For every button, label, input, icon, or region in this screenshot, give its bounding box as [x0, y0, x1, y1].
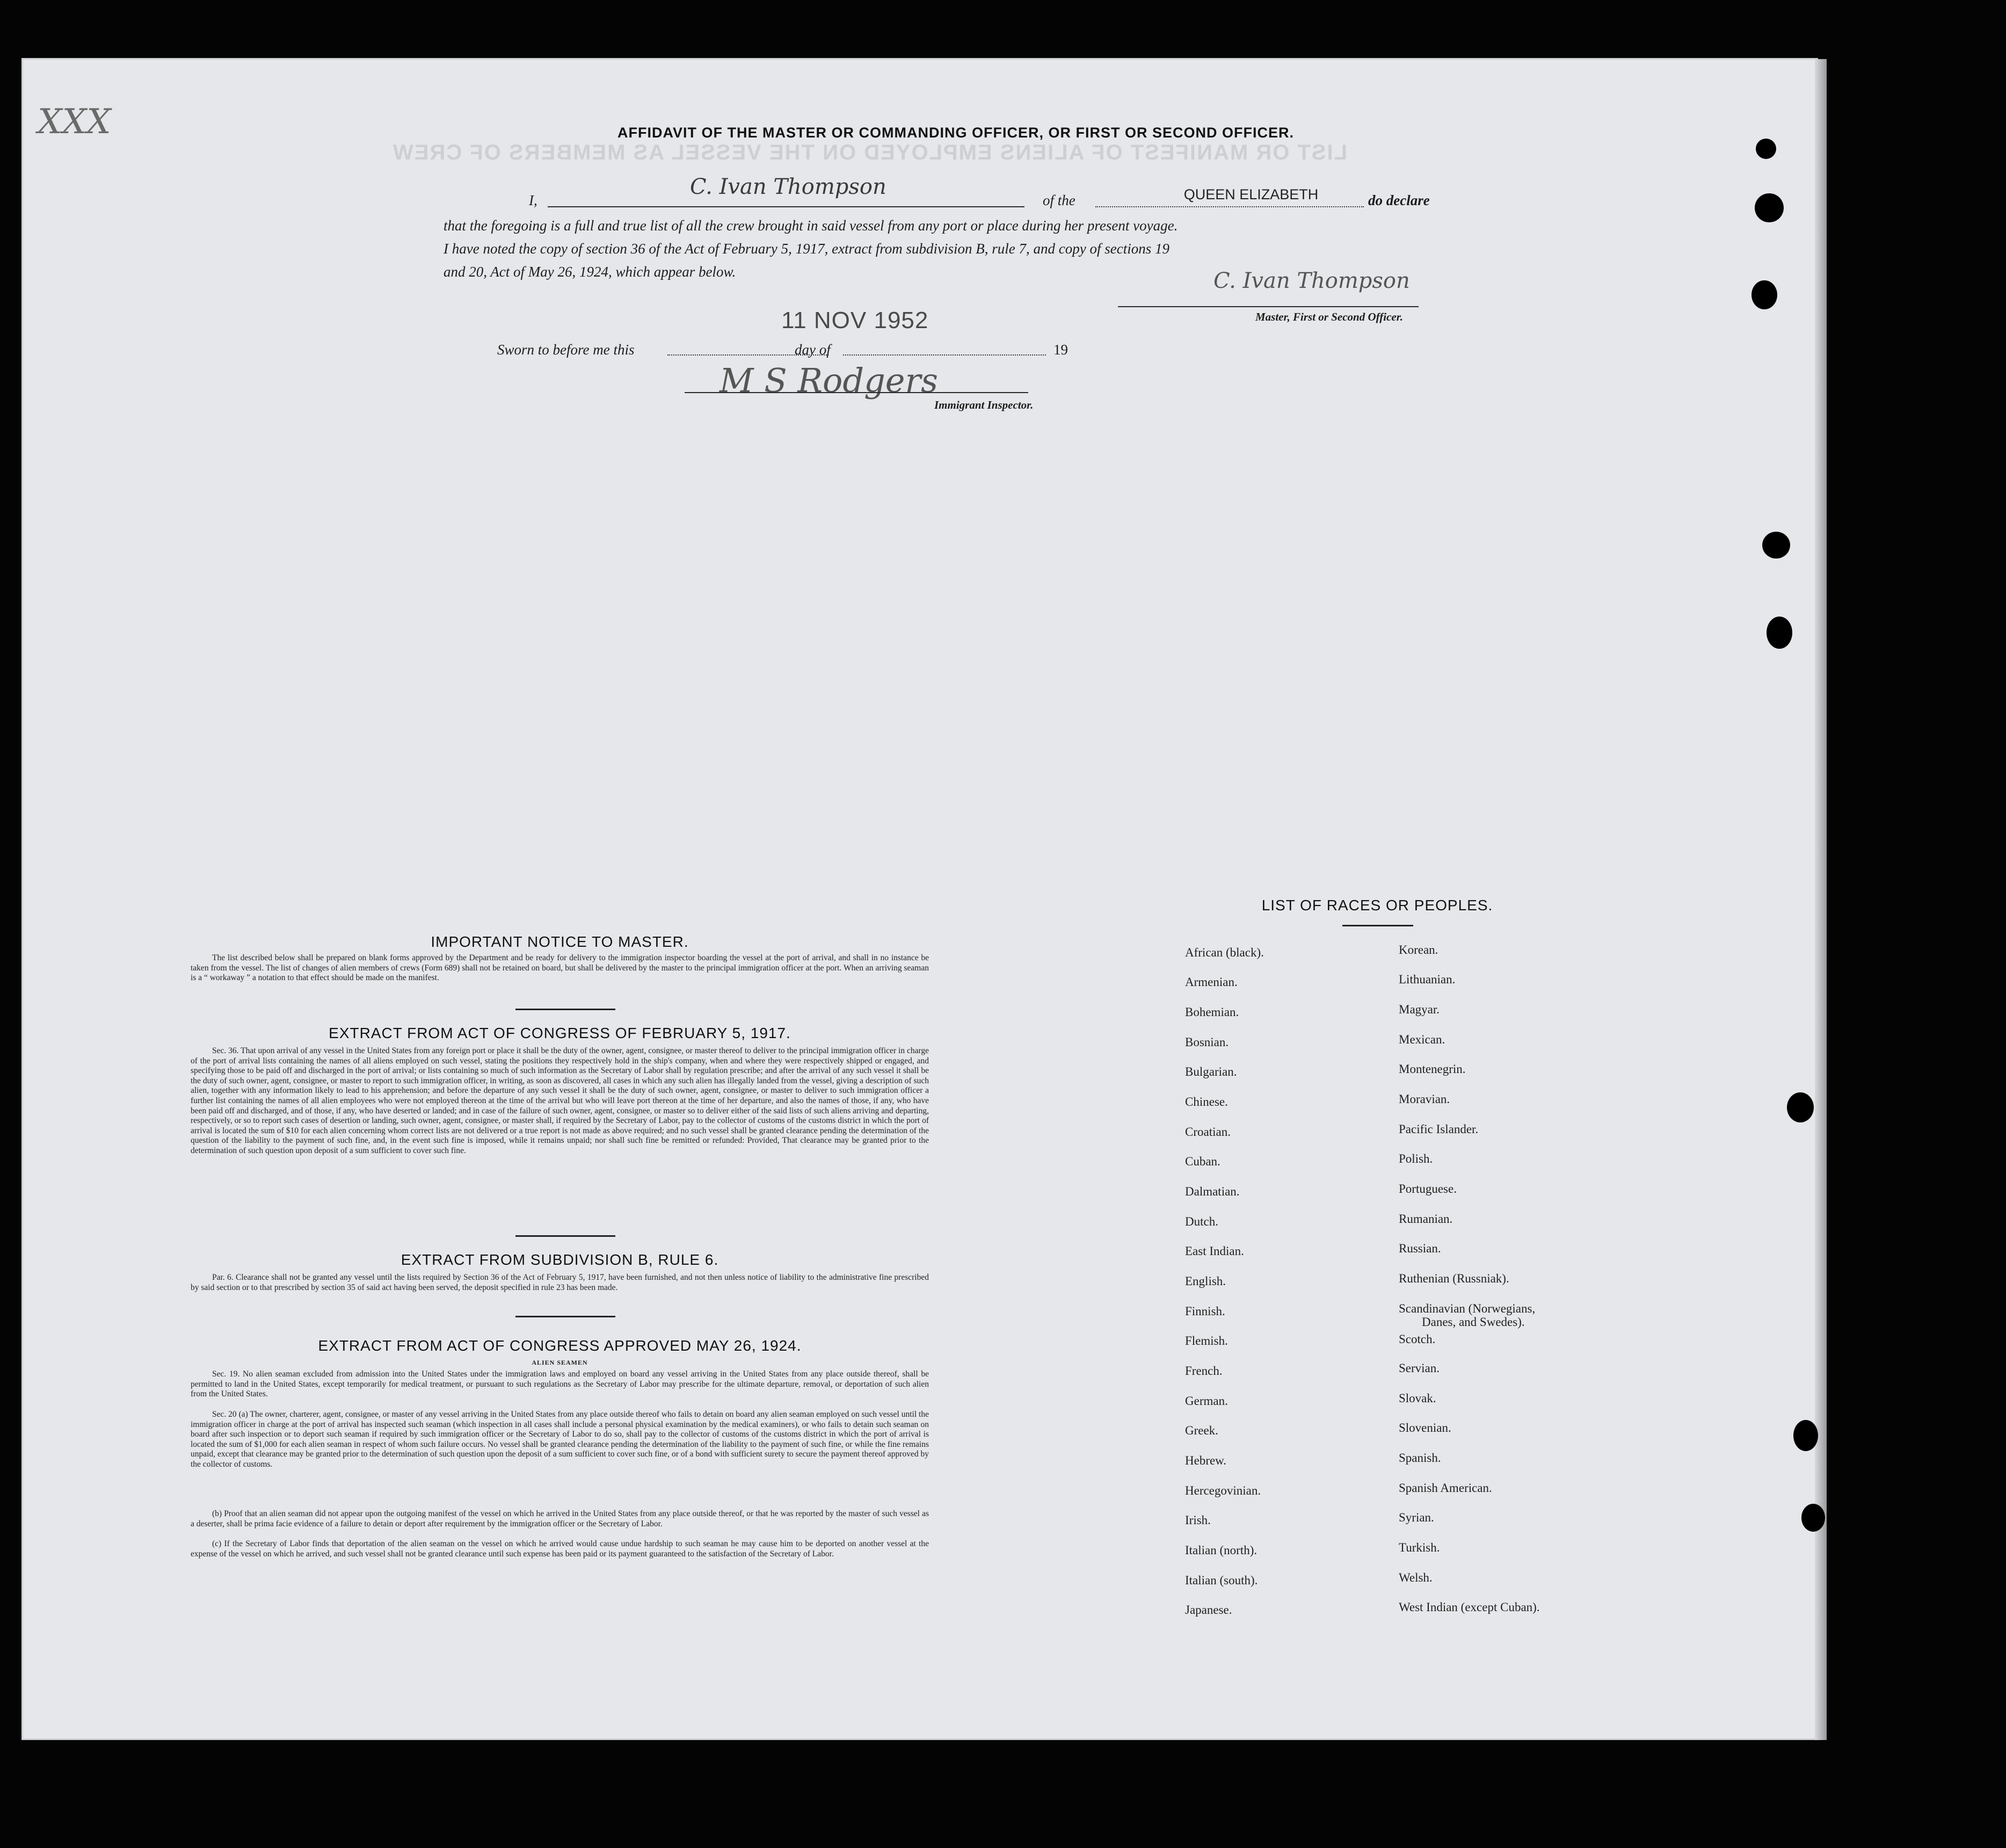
race-right: Russian.: [1399, 1242, 1441, 1255]
signer-line: [548, 206, 1024, 207]
punch-hole: [1755, 193, 1784, 222]
affidavit-line-2: that the foregoing is a full and true list of all the crew brought in said vessel from any port or place during her present voyage.: [444, 218, 1178, 234]
race-left: Flemish.: [1185, 1334, 1228, 1347]
master-signature: C. Ivan Thompson: [1213, 269, 1410, 293]
race-left: Croatian.: [1185, 1125, 1231, 1139]
extract-1917-title: EXTRACT FROM ACT OF CONGRESS OF FEBRUARY 5, 1917.: [329, 1025, 791, 1041]
punch-hole: [1767, 617, 1792, 649]
punch-hole: [1762, 532, 1790, 559]
race-right: Welsh.: [1399, 1571, 1433, 1584]
punch-hole: [1756, 139, 1776, 159]
race-left: Cuban.: [1185, 1155, 1220, 1168]
race-right: Slovak.: [1399, 1392, 1436, 1405]
races-title: LIST OF RACES OR PEOPLES.: [1261, 897, 1493, 914]
sec20b-text: (b) Proof that an alien seaman did not appear upon the outgoing manifest of the vessel on which he arrived in the United States from any place outside thereof, or that he was reported by the master of such vessel as a deserter, shall be prima facie evidence of a failure to detain or deport after requirement by the immigration officer or the Secretary of Labor.: [191, 1509, 929, 1528]
vessel-line: [1095, 206, 1364, 207]
sec19-text: Sec. 19. No alien seaman excluded from admission into the United States under the immigration laws and employed on board any vessel arriving in the United States from any place outside thereof, shall be permitted to land in the United States, except temporarily for medical treatment, or pursuant to such regulations as the Secretary of Labor may prescribe for the ultimate departure, removal, or deportation of such alien from the United States.: [191, 1369, 929, 1399]
race-right: Korean.: [1399, 943, 1438, 956]
race-right: West Indian (except Cuban).: [1399, 1600, 1540, 1614]
race-right: Mexican.: [1399, 1033, 1445, 1046]
race-left: Italian (south).: [1185, 1574, 1258, 1587]
race-right: Rumanian.: [1399, 1212, 1453, 1226]
affidavit-line-4: and 20, Act of May 26, 1924, which appear below.: [444, 264, 736, 280]
race-left: Chinese.: [1185, 1095, 1228, 1108]
race-right: Spanish.: [1399, 1451, 1441, 1465]
rule6-title: EXTRACT FROM SUBDIVISION B, RULE 6.: [401, 1251, 719, 1268]
race-left: French.: [1185, 1364, 1223, 1378]
extract-1917-body: Sec. 36. That upon arrival of any vessel in the United States from any foreign port or place it shall be the duty of the owner, agent, consignee, or master thereof to deliver to the principal immigration officer in charge of the port of arrival lists containing the names of all aliens employed on such vessel, stating the positions they respectively hold in the ship's company, when and where they were respectively shipped or engaged, and specifying those to be paid off and discharged in the port of arrival; or lists containing so much of such information as the Secretary of Labor shall by regulation prescribe; and after the arrival of any such vessel it shall be the duty of such owner, agent, consignee, or master to report to such immigration officer, in writing, as soon as discovered, all cases in which any such alien has illegally landed from the vessel, giving a description of such alien, together with any information likely to lead to his apprehension; and before the departure of any such vessel it shall be the duty of such owner, agent, consignee, or master to deliver to such immigration officer a further list containing the names of all alien employees who were not employed thereon at the time of the arrival but who will leave port thereon at the time of her departure, and also the names of those, if any, who have been paid off and discharged, and of those, if any, who have deserted or landed; and in case of the failure of such owner, agent, consignee, or master so to deliver either of the said lists of such aliens arriving and departing, respectively, or so to report such cases of desertion or landing, such owner, agent, consignee, or master shall, if required by the Secretary of Labor, pay to the collector of customs of the customs district in which the port of arrival is located the sum of $10 for each alien concerning whom correct lists are not delivered or a true report is not made as above required; and no such vessel shall be granted clearance pending the determination of the question of the liability to the payment of such fine, and, in the event such fine is imposed, while it remains unpaid; nor shall such fine be remitted or refunded: Provided, That clearance may be granted prior to the determination of such question upon deposit of a sum sufficient to cover such fine.: [191, 1046, 929, 1155]
inspector-signature: M S Rodgers: [719, 361, 938, 400]
race-left: Armenian.: [1185, 975, 1238, 989]
sworn-month-line: [843, 354, 1046, 356]
races-title-rule: [1342, 925, 1413, 926]
affidavit-do-declare: do declare: [1368, 192, 1430, 208]
race-left: Greek.: [1185, 1424, 1218, 1437]
sworn-text: Sworn to before me this: [497, 342, 635, 358]
sworn-day-of: day of: [795, 342, 831, 358]
divider: [515, 1235, 615, 1237]
race-left: Finnish.: [1185, 1305, 1225, 1318]
punch-hole: [1793, 1420, 1818, 1451]
race-left: Dutch.: [1185, 1215, 1218, 1228]
inspector-line: [685, 392, 1028, 393]
race-right: Spanish American.: [1399, 1481, 1492, 1495]
punch-hole: [1801, 1504, 1825, 1532]
rule6-body: Par. 6. Clearance shall not be granted any vessel until the lists required by Section 36 of the Act of February 5, 1917, have been furnished, and not then unless notice of liability to the administrative fine prescribed by said section or to that prescribed by section 35 of said act having been served, the deposit specified in rule 23 has been made.: [191, 1273, 929, 1292]
race-left: Irish.: [1185, 1513, 1211, 1527]
race-right: Moravian.: [1399, 1092, 1450, 1106]
master-caption: Master, First or Second Officer.: [1255, 310, 1403, 323]
race-right: Montenegrin.: [1399, 1062, 1466, 1076]
date-stamp: 11 NOV 1952: [781, 307, 929, 334]
race-left: Japanese.: [1185, 1603, 1232, 1617]
race-right: Pacific Islander.: [1399, 1122, 1479, 1136]
race-left: Bulgarian.: [1185, 1065, 1237, 1078]
punch-hole: [1751, 280, 1777, 309]
extract-1924-title: EXTRACT FROM ACT OF CONGRESS APPROVED MAY 26, 1924.: [318, 1337, 802, 1354]
race-right: Lithuanian.: [1399, 973, 1456, 986]
race-right: Polish.: [1399, 1152, 1433, 1165]
race-left: German.: [1185, 1394, 1228, 1408]
race-right: Portuguese.: [1399, 1182, 1457, 1195]
notice-body: The list described below shall be prepared on blank forms approved by the Department and be ready for delivery to the immigration inspector boarding the vessel at the port of arrival, and shall in no instance be taken from the vessel. The list of changes of alien members of crews (Form 689) shall not be retained on board, but shall be delivered by the master to the principal immigration officer at the port. When an arriving seaman is a “ workaway ” a notation to that effect should be made on the manifest.: [191, 953, 929, 983]
punch-hole: [1787, 1092, 1814, 1122]
page-edge: [1815, 59, 1827, 1740]
notice-title: IMPORTANT NOTICE TO MASTER.: [431, 933, 689, 950]
inspector-caption: Immigrant Inspector.: [934, 398, 1034, 411]
affidavit-line-3: I have noted the copy of section 36 of the Act of February 5, 1917, extract from subdivision B, rule 7, and copy of sections 19: [444, 241, 1169, 257]
race-left: Italian (north).: [1185, 1543, 1258, 1557]
race-right-continued: Danes, and Swedes).: [1422, 1315, 1525, 1329]
race-right: Slovenian.: [1399, 1421, 1451, 1434]
sec20a-text: Sec. 20 (a) The owner, charterer, agent, consignee, or master of any vessel arriving in the United States from any place outside thereof who fails to detain on board any alien seaman employed on such vessel until the immigration officer in charge at the port of arrival has inspected such seaman (which inspection in all cases shall include a personal physical examination by the medical examiners), or who fails to detain such seaman on board after such inspection or to deport such seaman if required by such immigration officer or the Secretary of Labor to do so, shall pay to the collector of customs of the customs district in which the port of arrival is located the sum of $1,000 for each alien seaman in respect of whom such failure occurs. No vessel shall be granted clearance pending the determination of the liability to the payment of such fine, or while the fine remains unpaid, except that clearance may be granted prior to the determination of such question upon the deposit of a sum sufficient to cover such fine, or of a bond with sufficient surety to secure the payment thereof approved by the collector of customs.: [191, 1410, 929, 1469]
race-left: African (black).: [1185, 946, 1264, 959]
corner-note: XXX: [38, 102, 111, 142]
extract-1924-subtitle: ALIEN SEAMEN: [532, 1359, 588, 1366]
race-right: Servian.: [1399, 1361, 1440, 1375]
race-right: Scotch.: [1399, 1332, 1436, 1346]
race-left: Bosnian.: [1185, 1035, 1229, 1049]
affidavit-title: AFFIDAVIT OF THE MASTER OR COMMANDING OFFICER, OR FIRST OR SECOND OFFICER.: [617, 125, 1294, 141]
race-left: Hercegovinian.: [1185, 1484, 1261, 1497]
race-left: East Indian.: [1185, 1244, 1244, 1258]
race-right: Magyar.: [1399, 1003, 1440, 1016]
race-right: Syrian.: [1399, 1511, 1434, 1524]
race-left: Hebrew.: [1185, 1454, 1227, 1467]
divider: [515, 1316, 615, 1317]
sec20c-text: (c) If the Secretary of Labor finds that deportation of the alien seaman on the vessel on which he arrived would cause undue hardship to such seaman he may cause him to be deported on another vessel at the expense of the vessel on which he arrived, and such vessel shall not be granted clearance until such expense has been paid or its payment guaranteed to the satisfaction of the Secretary of Labor.: [191, 1539, 929, 1559]
master-signature-line: [1118, 306, 1419, 307]
race-right: Ruthenian (Russniak).: [1399, 1272, 1509, 1285]
signer-signature: C. Ivan Thompson: [690, 175, 886, 199]
race-left: Bohemian.: [1185, 1005, 1239, 1019]
affidavit-i: I,: [529, 192, 537, 208]
race-left: Dalmatian.: [1185, 1185, 1240, 1198]
race-right: Turkish.: [1399, 1541, 1440, 1554]
affidavit-of-the: of the: [1043, 192, 1075, 208]
race-right: Scandinavian (Norwegians,: [1399, 1302, 1536, 1315]
ghost-header: LIST OR MANIFEST OF ALIENS EMPLOYED ON THE VESSEL AS MEMBERS OF CREW: [392, 141, 1348, 164]
sworn-year: 19: [1053, 342, 1068, 358]
divider: [515, 1009, 615, 1010]
race-left: English.: [1185, 1274, 1226, 1288]
vessel-name: QUEEN ELIZABETH: [1183, 186, 1319, 202]
